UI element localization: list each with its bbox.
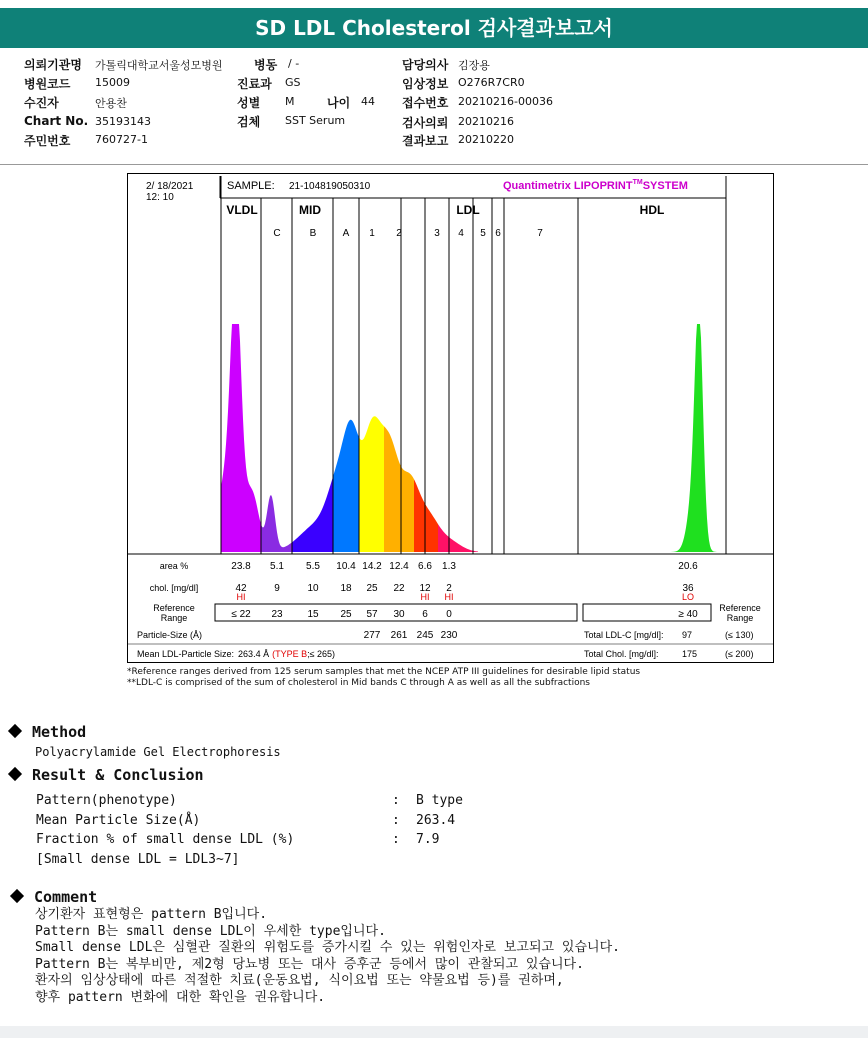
ldl4-hi-flag: HI bbox=[444, 592, 454, 602]
particle-size-value: 277 bbox=[363, 630, 381, 641]
chol-value: 25 bbox=[366, 583, 378, 594]
report-date-value: 20210220 bbox=[458, 133, 514, 146]
ward-value: / - bbox=[288, 57, 300, 70]
subband-label: C bbox=[273, 228, 281, 239]
footnote-2: **LDL-C is comprised of the sum of cholesterol in Mid bands C through A as well as all the subfractions bbox=[127, 678, 590, 688]
comment-line: Pattern B는 small dense LDL이 우세한 type입니다. bbox=[35, 923, 386, 939]
ldl3-hi-flag: HI bbox=[420, 592, 430, 602]
ref-value: 57 bbox=[366, 609, 378, 620]
band-fill-2 bbox=[384, 426, 414, 552]
band-fill-vldl bbox=[221, 324, 261, 552]
comment-line: 향후 pattern 변화에 대한 확인을 권유합니다. bbox=[35, 989, 326, 1005]
result-colon: : bbox=[392, 793, 400, 808]
doctor-label: 담당의사 bbox=[402, 58, 449, 72]
report-date: 2/ 18/2021 bbox=[146, 181, 194, 192]
ref-label-line1: Reference bbox=[153, 603, 195, 613]
result-row-value: 7.9 bbox=[416, 832, 440, 847]
band-header-ldl: LDL bbox=[456, 203, 480, 217]
vldl-hi-flag: HI bbox=[236, 592, 246, 602]
footnote-1: *Reference ranges derived from 125 serum samples that met the NCEP ATP III guidelines for desirable lipid status bbox=[127, 667, 641, 677]
ref-value: 23 bbox=[271, 609, 283, 620]
method-heading: Method bbox=[10, 723, 86, 741]
area-value: 5.5 bbox=[306, 561, 320, 572]
patient-label: 수진자 bbox=[24, 96, 59, 110]
particle-size-value: 230 bbox=[440, 630, 458, 641]
sample-value: 21-104819050310 bbox=[289, 181, 371, 192]
chol-value: 42 bbox=[235, 583, 247, 594]
subband-label: 4 bbox=[458, 228, 464, 239]
area-value: 1.3 bbox=[442, 561, 456, 572]
chart-no-label: Chart No. bbox=[24, 114, 89, 128]
request-value: 20210216 bbox=[458, 115, 514, 128]
area-row-label: area % bbox=[159, 561, 189, 571]
hospital-code-value: 15009 bbox=[95, 76, 130, 89]
hdl-lo-flag: LO bbox=[681, 592, 695, 602]
total-chol-label: Total Chol. [mg/dl]: bbox=[584, 649, 659, 659]
chol-value: 12 bbox=[419, 583, 431, 594]
subband-label: 2 bbox=[396, 228, 402, 239]
comment-line: Pattern B는 복부비만, 제2형 당뇨병 또는 대사 증후군 등에서 많이 관찰되고 있습니다. bbox=[35, 956, 584, 972]
sex-label: 성별 bbox=[237, 96, 261, 110]
particle-size-value: 261 bbox=[390, 630, 408, 641]
band-fill-4 bbox=[438, 524, 478, 552]
band-fill-c bbox=[261, 495, 292, 552]
ref-label-line2: Range bbox=[160, 613, 188, 623]
comment-line: 상기환자 표현형은 pattern B입니다. bbox=[35, 907, 268, 922]
subband-label: 6 bbox=[495, 228, 501, 239]
chol-value: 2 bbox=[446, 583, 452, 594]
ward-label: 병동 bbox=[254, 58, 278, 72]
receipt-label: 접수번호 bbox=[402, 96, 449, 110]
request-label: 검사의뢰 bbox=[402, 116, 449, 130]
total-ldl-ref: (≤ 130) bbox=[725, 630, 754, 640]
total-ldl-label: Total LDL-C [mg/dl]: bbox=[584, 630, 664, 640]
sex-value: M bbox=[285, 95, 295, 108]
specimen-label: 검체 bbox=[237, 115, 261, 129]
subband-label: 1 bbox=[369, 228, 375, 239]
page-footer-bar bbox=[0, 1026, 868, 1038]
hdl-area: 20.6 bbox=[678, 561, 698, 572]
band-fill-b bbox=[292, 477, 333, 552]
subband-label: 5 bbox=[480, 228, 486, 239]
total-chol-ref: (≤ 200) bbox=[725, 649, 754, 659]
band-fill-3 bbox=[414, 479, 438, 552]
area-value: 14.2 bbox=[362, 561, 382, 572]
subband-label: A bbox=[342, 228, 350, 239]
report-date-label: 결과보고 bbox=[402, 134, 449, 148]
ref-value: 0 bbox=[446, 609, 452, 620]
mean-ldl-line: Mean LDL-Particle Size: 263.4 Å (TYPE B;≤ 265) bbox=[137, 649, 336, 659]
lipoprint-report bbox=[127, 173, 774, 663]
area-value: 5.1 bbox=[270, 561, 284, 572]
report-header bbox=[0, 52, 868, 165]
chol-value: 10 bbox=[307, 583, 319, 594]
hdl-ref-label-line2: Range bbox=[726, 613, 754, 623]
age-label: 나이 bbox=[327, 96, 351, 110]
institution-value: 가톨릭대학교서울성모병원 bbox=[95, 59, 223, 72]
particle-size-label: Particle-Size (Å) bbox=[137, 630, 203, 640]
lipoprint-chart bbox=[128, 174, 773, 662]
band-header-hdl: HDL bbox=[639, 203, 665, 217]
dept-value: GS bbox=[285, 76, 301, 89]
result-row-value: B type bbox=[416, 793, 463, 808]
particle-size-value: 245 bbox=[416, 630, 434, 641]
hospital-code-label: 병원코드 bbox=[24, 77, 71, 91]
band-fill-a bbox=[333, 420, 359, 552]
sample-label: SAMPLE: bbox=[227, 180, 275, 192]
diamond-bullet-icon bbox=[8, 767, 22, 781]
method-text: Polyacrylamide Gel Electrophoresis bbox=[35, 745, 281, 759]
comment-line: Small dense LDL은 심혈관 질환의 위험도를 증가시킬 수 있는 위험인자로 보고되고 있습니다. bbox=[35, 940, 620, 955]
resident-label: 주민번호 bbox=[24, 134, 71, 148]
band-header-vldl: VLDL bbox=[226, 203, 258, 217]
clinical-info-value: O276R7CR0 bbox=[458, 76, 525, 89]
system-name: Quantimetrix LIPOPRINT™SYSTEM bbox=[503, 179, 688, 192]
comment-heading: Comment bbox=[12, 888, 97, 906]
result-heading: Result & Conclusion bbox=[10, 766, 204, 784]
report-footnotes bbox=[127, 667, 640, 689]
institution-label: 의뢰기관명 bbox=[24, 58, 82, 72]
area-value: 10.4 bbox=[336, 561, 356, 572]
comment-line: 환자의 임상상태에 따른 적절한 치료(운동요법, 식이요법 또는 약물요법 등)를 권하며, bbox=[35, 973, 564, 988]
total-chol-value: 175 bbox=[682, 649, 698, 659]
age-value: 44 bbox=[361, 95, 375, 108]
result-row-value: 263.4 bbox=[416, 813, 456, 828]
specimen-value: SST Serum bbox=[285, 114, 346, 127]
area-value: 23.8 bbox=[231, 561, 251, 572]
chol-value: 22 bbox=[393, 583, 405, 594]
result-row-label: Pattern(phenotype) bbox=[36, 793, 177, 808]
clinical-info-label: 임상정보 bbox=[402, 77, 449, 91]
receipt-value: 20210216-00036 bbox=[458, 95, 553, 108]
resident-value: 760727-1 bbox=[95, 133, 148, 146]
total-ldl-value: 97 bbox=[682, 630, 693, 640]
ref-value: 30 bbox=[393, 609, 405, 620]
area-value: 12.4 bbox=[389, 561, 409, 572]
ref-value: ≤ 22 bbox=[231, 609, 251, 620]
result-row-label: Mean Particle Size(Å) bbox=[36, 813, 201, 828]
result-row-label: Fraction % of small dense LDL (%) bbox=[36, 832, 295, 847]
report-time: 12: 10 bbox=[146, 192, 174, 203]
comment-body bbox=[35, 907, 620, 1006]
hdl-chol: 36 bbox=[682, 583, 694, 594]
chol-value: 18 bbox=[340, 583, 352, 594]
hdl-ref: ≥ 40 bbox=[678, 609, 698, 620]
chol-row-label: chol. [mg/dl] bbox=[149, 583, 199, 593]
subband-label: B bbox=[309, 228, 317, 239]
diamond-bullet-icon bbox=[10, 889, 24, 903]
result-colon: : bbox=[392, 832, 400, 847]
dept-label: 진료과 bbox=[237, 77, 272, 91]
band-header-mid: MID bbox=[299, 203, 321, 217]
subband-label: 7 bbox=[537, 228, 543, 239]
ref-value: 15 bbox=[307, 609, 319, 620]
band-fill-1 bbox=[359, 416, 384, 552]
doctor-value: 김장용 bbox=[458, 59, 490, 72]
result-note: [Small dense LDL = LDL3~7] bbox=[36, 852, 240, 867]
ref-value: 25 bbox=[340, 609, 352, 620]
chart-no-value: 35193143 bbox=[95, 115, 151, 128]
report-title: SD LDL Cholesterol 검사결과보고서 bbox=[0, 8, 868, 48]
patient-value: 안용찬 bbox=[95, 97, 127, 110]
ref-value: 6 bbox=[422, 609, 428, 620]
area-value: 6.6 bbox=[418, 561, 432, 572]
hdl-ref-label-line1: Reference bbox=[719, 603, 761, 613]
result-colon: : bbox=[392, 813, 400, 828]
band-fill-hdl bbox=[668, 324, 718, 552]
subband-label: 3 bbox=[434, 228, 440, 239]
chol-value: 9 bbox=[274, 583, 280, 594]
diamond-bullet-icon bbox=[8, 724, 22, 738]
